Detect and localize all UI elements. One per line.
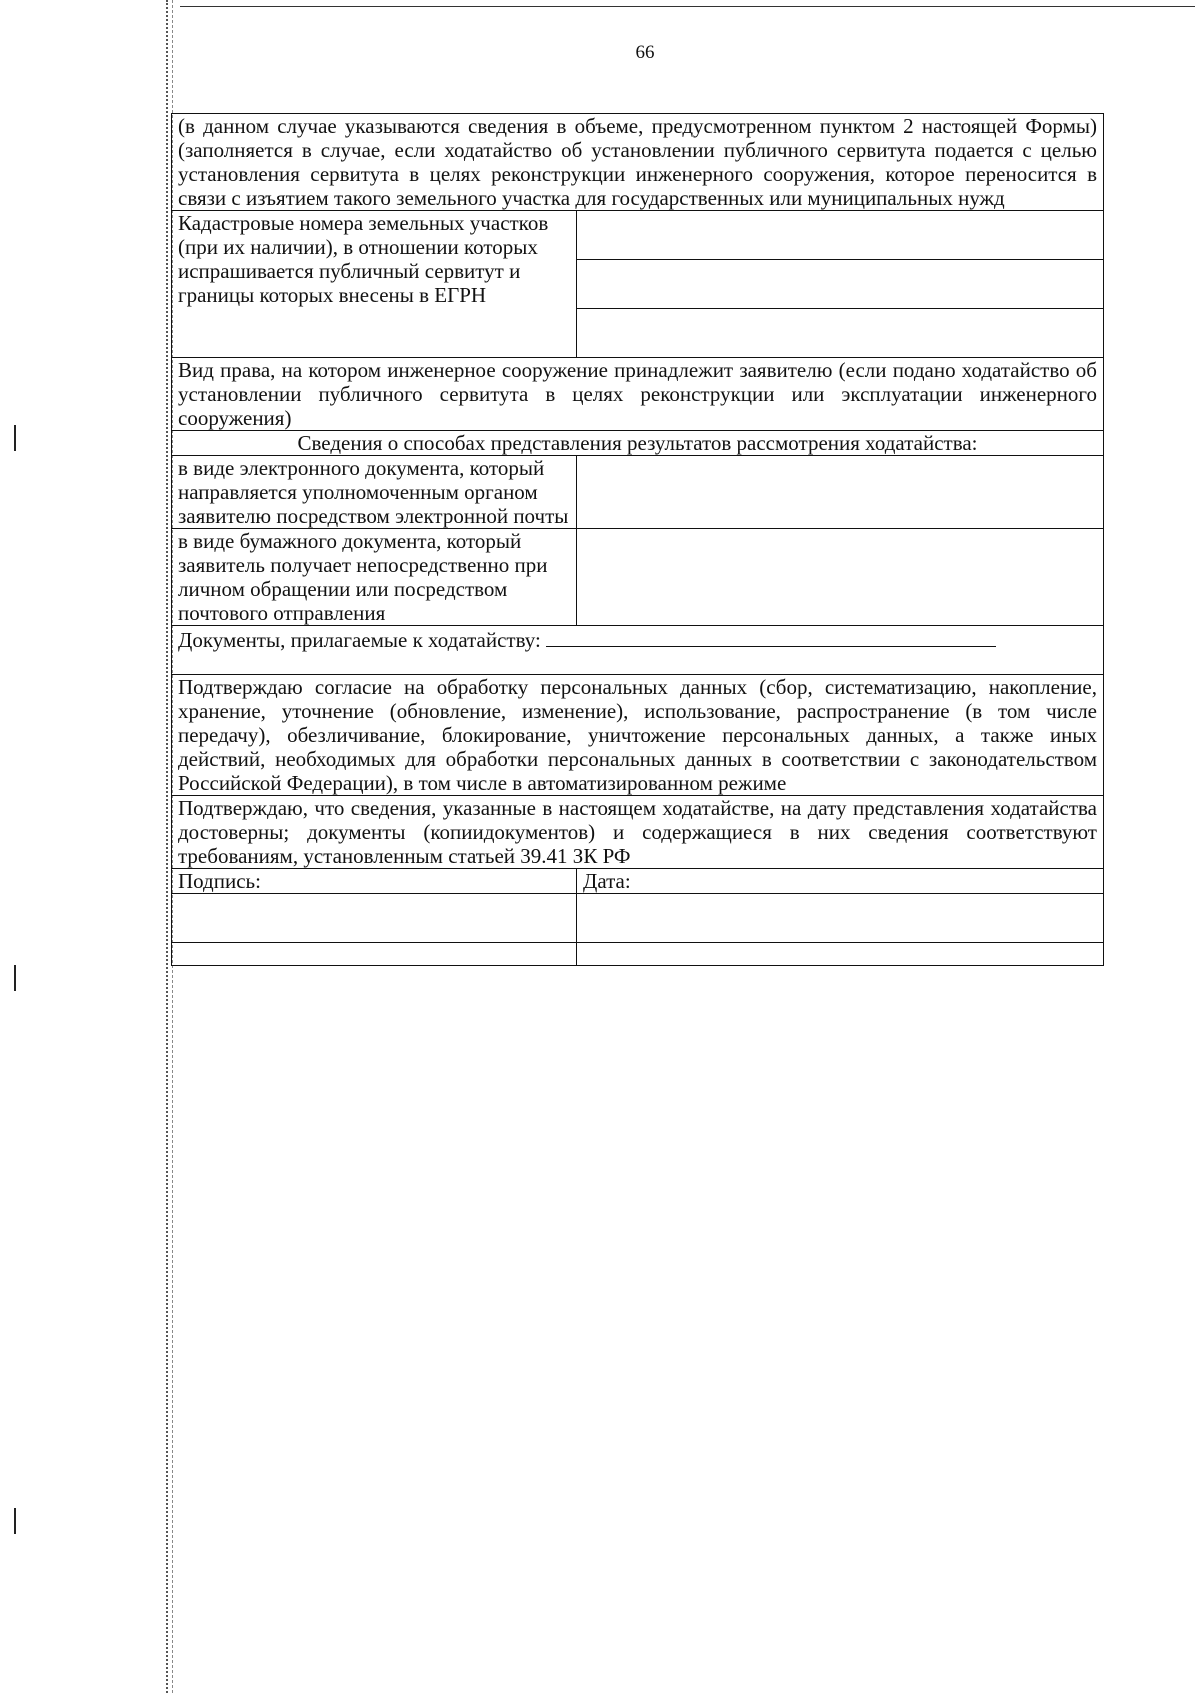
confirm-row: [172, 796, 1104, 869]
consent-row: [172, 675, 1104, 796]
attached-docs-label: Документы, прилагаемые к ходатайству:: [178, 628, 541, 652]
date-field[interactable]: [577, 894, 1104, 943]
signature-label: Подпись:: [172, 869, 577, 894]
page-number: 66: [635, 42, 655, 63]
signature-extra-row: [172, 943, 1104, 966]
top-rule: [180, 6, 1195, 7]
confirm-text: Подтверждаю, что сведения, указанные в настоящем ходатайстве, на дату представления ходатайства достоверны; документы (копиидокументов) и содержащиеся в них сведения соответствуют требованиям, установленным статьей 39.41 ЗК РФ: [172, 796, 1104, 869]
consent-text: Подтверждаю согласие на обработку персональных данных (сбор, систематизацию, накопление, хранение, уточнение (обновление, изменение), использование, распространение (в том числе передачу), обезличивание, блокирование, уничтожение персональных данных, а также иных действий, необходимых для обработки персональных данных в соответствии с законодательством Российской Федерации), в том числе в автоматизированном режиме: [172, 675, 1104, 796]
electronic-row: [172, 456, 1104, 529]
cadastral-row: [172, 211, 1104, 358]
signature-field[interactable]: [172, 894, 577, 943]
cadastral-label: Кадастровые номера земельных участков (при их наличии), в отношении которых испрашивается публичный сервитут и границы которых внесены в ЕГРН: [172, 211, 577, 358]
right-type-text: Вид права, на котором инженерное сооружение принадлежит заявителю (если подано ходатайство об установлении публичного сервитута в целях реконструкции или эксплуатации инженерного сооружения): [172, 358, 1104, 431]
cadastral-values: [577, 211, 1104, 358]
cadastral-value-line[interactable]: [577, 309, 1103, 357]
paper-label: в виде бумажного документа, который заявитель получает непосредственно при личном обращении или посредством почтового отправления: [172, 529, 577, 626]
date-extra-field[interactable]: [577, 943, 1104, 966]
date-label: Дата:: [577, 869, 1104, 894]
right-type-row: [172, 358, 1104, 431]
intro-text: (в данном случае указываются сведения в объеме, предусмотренном пунктом 2 настоящей Формы) (заполняется в случае, если ходатайство об установлении публичного сервитута подается с целью установления сервитута в целях реконструкции инженерного сооружения, которое переносится в связи с изъятием такого земельного участка для государственных или муниципальных нужд: [172, 114, 1104, 211]
scan-mark: [14, 425, 16, 451]
results-header-row: [172, 431, 1104, 456]
signature-header-row: [172, 869, 1104, 894]
cadastral-value-line[interactable]: [577, 260, 1103, 309]
attached-docs-cell: [172, 626, 1104, 675]
attached-docs-fill-line[interactable]: [546, 626, 996, 647]
paper-row: [172, 529, 1104, 626]
intro-row: [172, 114, 1104, 211]
signature-extra-field[interactable]: [172, 943, 577, 966]
cadastral-value-line[interactable]: [577, 211, 1103, 260]
attached-docs-row: [172, 626, 1104, 675]
signature-row: [172, 894, 1104, 943]
scan-mark: [14, 965, 16, 991]
electronic-value-field[interactable]: [577, 456, 1104, 529]
scan-mark: [14, 1508, 16, 1534]
paper-value-field[interactable]: [577, 529, 1104, 626]
results-header: Сведения о способах представления результатов рассмотрения ходатайства:: [172, 431, 1104, 456]
electronic-label: в виде электронного документа, который направляется уполномоченным органом заявителю посредством электронной почты: [172, 456, 577, 529]
application-form-table: [171, 113, 1104, 966]
